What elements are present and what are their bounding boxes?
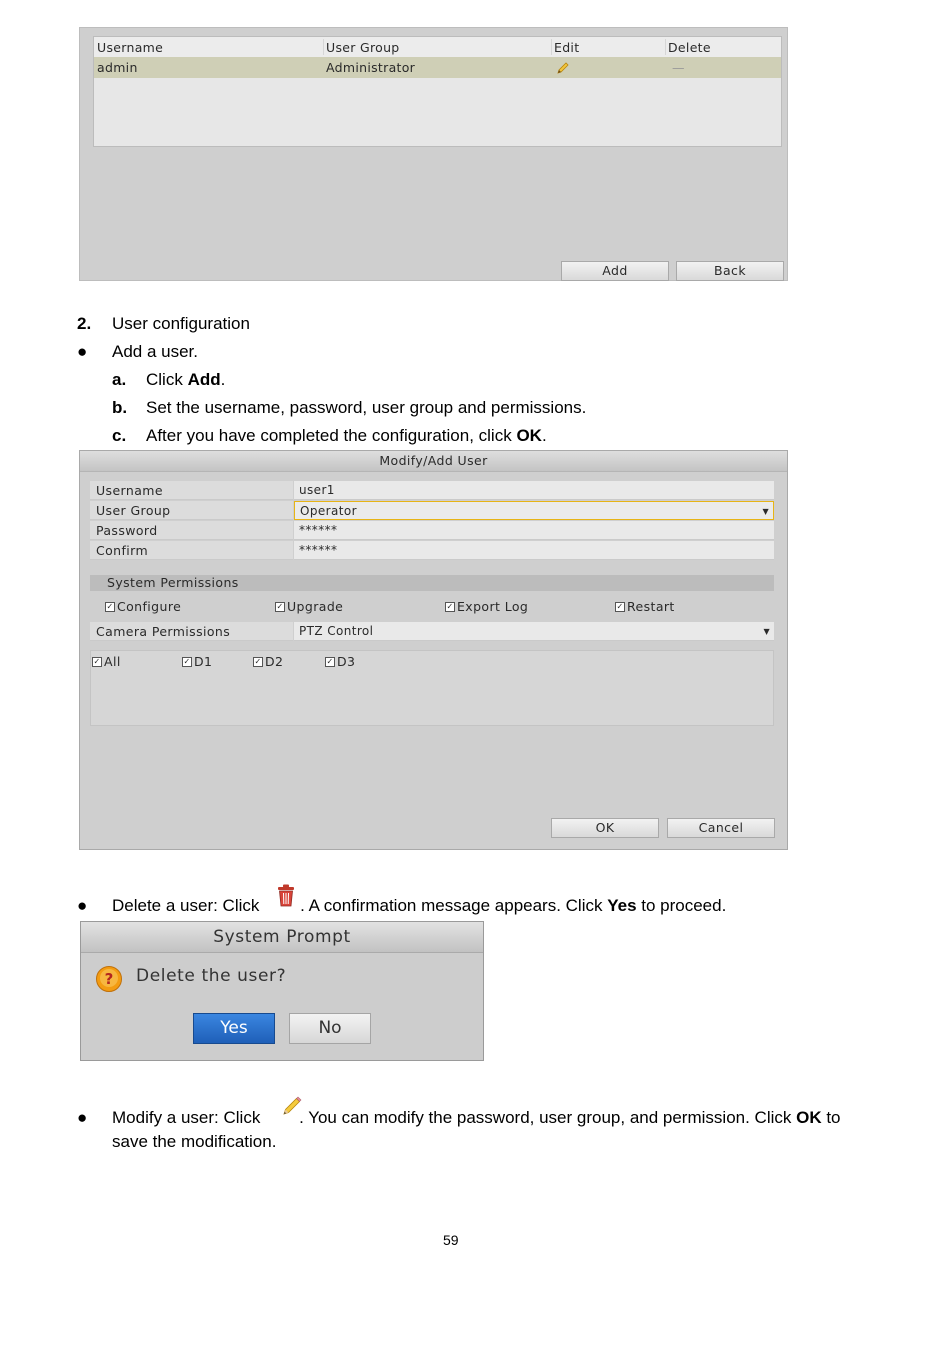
- user-group-select[interactable]: [294, 501, 774, 520]
- column-username: Username: [97, 40, 164, 55]
- add-button[interactable]: Add: [561, 261, 669, 281]
- confirm-input[interactable]: ******: [294, 541, 774, 560]
- check-icon: ✓: [326, 656, 334, 666]
- step-b: Set the username, password, user group and permissions.: [146, 398, 587, 417]
- svg-text:?: ?: [104, 970, 114, 988]
- step-letter-c: c.: [112, 426, 127, 445]
- checkbox-all[interactable]: ✓ All: [93, 654, 121, 669]
- chevron-down-icon: ▼: [762, 507, 769, 516]
- ok-button[interactable]: OK: [551, 818, 659, 838]
- camera-list-panel: [90, 650, 774, 726]
- field-label: Username: [90, 481, 293, 500]
- bullet-add-user: Add a user.: [112, 342, 199, 361]
- trash-icon: [276, 884, 296, 913]
- column-edit: Edit: [554, 40, 580, 55]
- checkbox-d2[interactable]: ✓ D2: [254, 654, 284, 669]
- prompt-message: Delete the user?: [136, 966, 287, 986]
- table-row[interactable]: [94, 57, 781, 78]
- field-label: User Group: [90, 501, 293, 520]
- back-button[interactable]: Back: [676, 261, 784, 281]
- user-list-screenshot: [79, 27, 788, 281]
- cell-username: admin: [97, 60, 138, 75]
- field-password: [90, 521, 774, 541]
- edit-pencil-icon: [282, 1096, 302, 1121]
- bullet-dot: ●: [77, 342, 88, 361]
- check-icon: ✓: [616, 601, 624, 611]
- yes-button[interactable]: Yes: [193, 1013, 275, 1044]
- checkbox-export-log[interactable]: ✓ Export Log: [446, 599, 529, 614]
- section-number: 2.: [77, 314, 92, 333]
- check-icon: ✓: [446, 601, 454, 611]
- user-table: [93, 36, 782, 147]
- field-label: Camera Permissions: [90, 622, 293, 641]
- check-icon: ✓: [183, 656, 191, 666]
- check-icon: ✓: [276, 601, 284, 611]
- table-header: [94, 37, 781, 58]
- checkbox-d1[interactable]: ✓ D1: [183, 654, 213, 669]
- dialog-title: Modify/Add User: [80, 451, 787, 472]
- system-prompt-dialog: [80, 921, 484, 1061]
- step-letter-a: a.: [112, 370, 127, 389]
- camera-permissions-select[interactable]: [294, 622, 774, 641]
- column-user-group: User Group: [326, 40, 400, 55]
- checkbox-upgrade[interactable]: ✓ Upgrade: [276, 599, 344, 614]
- user-group-value: Operator: [300, 504, 357, 518]
- check-icon: ✓: [93, 656, 101, 666]
- checkbox-configure[interactable]: ✓ Configure: [106, 599, 182, 614]
- cancel-button[interactable]: Cancel: [667, 818, 775, 838]
- step-letter-b: b.: [112, 398, 128, 417]
- step-a: Click Add.: [146, 370, 226, 389]
- bullet-dot: ●: [77, 1108, 88, 1127]
- field-user-group: [90, 501, 774, 521]
- cell-user-group: Administrator: [326, 60, 416, 75]
- delete-user-instruction: Delete a user: Click . A confirmation message appears. Click Yes to proceed.: [112, 896, 726, 916]
- chevron-down-icon: ▼: [763, 627, 770, 636]
- checkbox-d3[interactable]: ✓ D3: [326, 654, 356, 669]
- password-input[interactable]: ******: [294, 521, 774, 540]
- camera-permissions-value: PTZ Control: [299, 624, 374, 638]
- field-label: Confirm: [90, 541, 293, 560]
- check-icon: ✓: [254, 656, 262, 666]
- step-c: After you have completed the configuration, click OK.: [146, 426, 547, 445]
- system-permissions-header: System Permissions: [90, 575, 774, 591]
- modify-user-instruction-line2: save the modification.: [112, 1132, 277, 1151]
- modify-add-user-dialog: [79, 450, 788, 850]
- bullet-dot: ●: [77, 896, 88, 915]
- edit-pencil-icon[interactable]: [556, 60, 570, 79]
- checkbox-restart[interactable]: ✓ Restart: [616, 599, 675, 614]
- no-button[interactable]: No: [289, 1013, 371, 1044]
- field-label: Password: [90, 521, 293, 540]
- question-icon: [95, 965, 123, 997]
- dialog-title: System Prompt: [81, 922, 483, 953]
- column-delete: Delete: [668, 40, 711, 55]
- username-input[interactable]: user1: [294, 481, 774, 500]
- field-confirm: [90, 541, 774, 561]
- check-icon: ✓: [106, 601, 114, 611]
- field-camera-permissions: [90, 622, 774, 642]
- cell-delete: —: [672, 60, 685, 75]
- section-title: User configuration: [112, 314, 250, 333]
- modify-user-instruction: Modify a user: Click . You can modify the password, user group, and permission. Click OK to: [112, 1108, 841, 1128]
- field-username: [90, 481, 774, 501]
- page-number: 59: [443, 1232, 459, 1248]
